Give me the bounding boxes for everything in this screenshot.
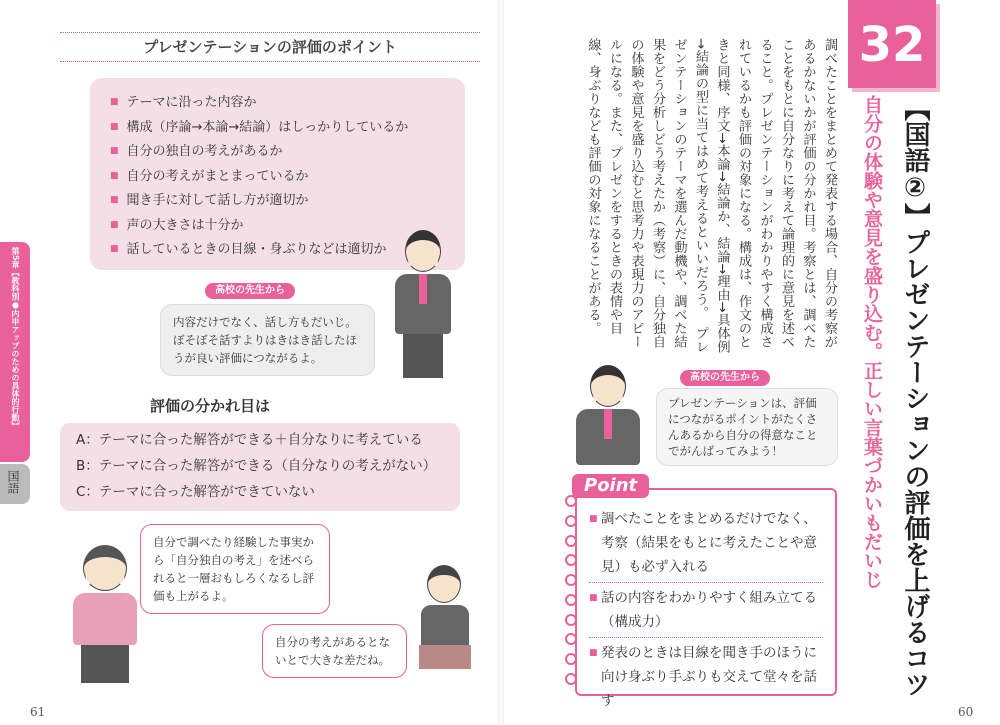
point-item: ■ 発表のときは目線を聞き手のほうに向け身ぶり手ぶりも交えて堂々を話す xyxy=(589,638,823,716)
evaluation-level-a: A：テーマに合った解答ができる＋自分なりに考えている xyxy=(76,432,423,448)
girl-illustration xyxy=(415,565,475,685)
teacher-illustration-left xyxy=(385,230,460,380)
evaluation-level-b: B：テーマに合った解答ができる（自分なりの考えがない） xyxy=(76,458,437,474)
chapter-tab: 第5章【教科別●内申アップのための具体的行動】 xyxy=(0,242,30,462)
body-text: 調べたことをまとめて発表する場合、自分の考察があるかないかが評価の分かれ目。考察とは、調べたことをもとに自分なりに考えて論理的に意見を述べること。プレゼンテーションがわかりやすく構成されているかも評価の対象になる。構成は、作文のときと同様、序文→本論→結論か、結論→理由→具体例→結論の型に当てはめて考えるといいだろう。 プレゼンテーションのテーマを選んだ動機や、調べた結果をどう分析しどう考えたか（考察）に、自分独自の体験や意見を盛り込むと思考力や表現力のアピールになる。また、プレゼンをするときの表情や目線、身ぶりなども評価の対象になることがある。 xyxy=(585,38,837,354)
checklist-item: ■ 話しているときの目線・身ぶりなどは適切か xyxy=(110,237,445,262)
checklist-item: ■ 声の大きさは十分か xyxy=(110,213,445,238)
checklist-item: ■ 構成（序論→本論→結論）はしっかりしているか xyxy=(110,115,445,140)
checklist-item: ■ 自分の独自の考えがあるか xyxy=(110,139,445,164)
teacher-speech-bubble: 内容だけでなく、話し方もだいじ。ぼそぼそ話すよりはきはき話したほうが良い評価につながるよ。 xyxy=(160,304,375,376)
point-item: ■ 話の内容をわかりやすく組み立てる（構成力） xyxy=(589,583,823,638)
man-speech-bubble: 自分で調べたり経験した事実から「自分独自の考え」を述べられると一層おもしろくなるし評価も上がるよ。 xyxy=(140,524,330,614)
teacher-label: 高校の先生から xyxy=(680,370,770,386)
girl-speech-bubble: 自分の考えがあるとないとで大きな差だね。 xyxy=(262,624,407,678)
evaluation-heading: 評価の分かれ目は xyxy=(149,397,270,415)
checklist-item: ■ テーマに沿った内容か xyxy=(110,90,445,115)
checklist-item: ■ 自分の考えがまとまっているか xyxy=(110,164,445,189)
man-illustration xyxy=(65,545,145,685)
teacher-speech-bubble: プレゼンテーションは、評価につながるポイントがたくさんあるから自分の得意なことでがんばってみよう！ xyxy=(656,388,838,466)
teacher-label: 高校の先生から xyxy=(205,283,295,299)
point-label: Point xyxy=(572,474,649,498)
page-number-right: 60 xyxy=(958,705,974,719)
subject-tab: 国語 xyxy=(0,464,30,504)
section-heading: プレゼンテーションの評価のポイント xyxy=(60,32,480,62)
page-title: 【国語②】プレゼンテーションの評価を上げるコツ xyxy=(900,95,930,697)
point-box xyxy=(575,488,837,709)
page-number-left: 61 xyxy=(30,705,46,719)
evaluation-levels xyxy=(60,423,460,511)
teacher-illustration-right xyxy=(568,365,653,470)
page-subtitle: 自分の体験や意見を盛り込む。正しい言葉づかいもだいじ xyxy=(861,95,883,589)
evaluation-level-c: C：テーマに合った解答ができていない xyxy=(76,484,315,500)
notebook-rings xyxy=(565,495,579,685)
section-number: 32 xyxy=(848,0,936,88)
book-gutter xyxy=(498,0,504,725)
checklist-item: ■ 聞き手に対して話し方が適切か xyxy=(110,188,445,213)
point-item: ■ 調べたことをまとめるだけでなく、考察（結果をもとに考えたことや意見）も必ず入れる xyxy=(589,504,823,583)
